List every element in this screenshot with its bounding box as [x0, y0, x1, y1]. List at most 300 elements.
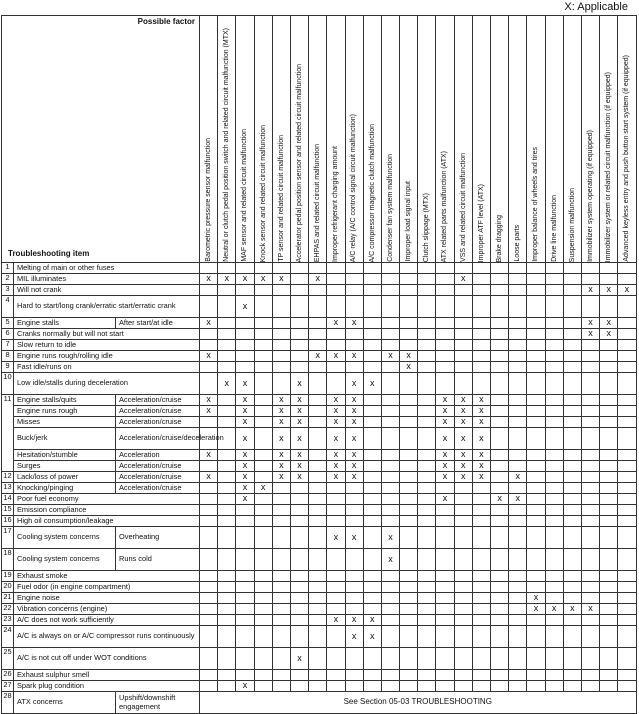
factor-cell: [363, 472, 381, 483]
factor-cell: [436, 373, 454, 395]
factor-cell: [200, 626, 218, 648]
factor-cell: [400, 329, 418, 340]
factor-cell: [454, 505, 472, 516]
factor-cell: [454, 494, 472, 505]
factor-cell: x: [254, 274, 272, 285]
troubleshooting-item: A/C is not cut off under WOT conditions: [14, 648, 200, 670]
factor-cell: [254, 670, 272, 681]
table-row: [2, 527, 637, 549]
factor-cell: x: [527, 604, 545, 615]
item-number: 1: [2, 263, 14, 274]
factor-cell: [600, 670, 618, 681]
factor-cell: [600, 351, 618, 362]
factor-cell: [272, 593, 290, 604]
factor-cell: x: [600, 329, 618, 340]
factor-header: [581, 16, 599, 263]
factor-cell: x: [454, 395, 472, 406]
factor-cell: [563, 648, 581, 670]
factor-cell: x: [236, 428, 254, 450]
factor-cell: [472, 296, 490, 318]
factor-cell: x: [272, 461, 290, 472]
troubleshooting-item: Lack/loss of power: [14, 472, 116, 483]
troubleshooting-item: Vibration concerns (engine): [14, 604, 200, 615]
factor-cell: [327, 681, 345, 692]
factor-cell: x: [236, 494, 254, 505]
factor-cell: [545, 472, 563, 483]
factor-cell: [545, 274, 563, 285]
troubleshooting-item: High oil consumption/leakage: [14, 516, 200, 527]
item-number: 4: [2, 296, 14, 318]
factor-cell: [254, 505, 272, 516]
factor-header: [272, 16, 290, 263]
factor-cell: [491, 549, 509, 571]
factor-cell: [345, 263, 363, 274]
factor-cell: [491, 505, 509, 516]
factor-cell: [418, 263, 436, 274]
factor-cell: [472, 681, 490, 692]
factor-cell: [218, 296, 236, 318]
factor-cell: [454, 296, 472, 318]
item-number: 14: [2, 494, 14, 505]
factor-cell: [527, 670, 545, 681]
factor-cell: [527, 362, 545, 373]
factor-cell: [236, 549, 254, 571]
factor-cell: [527, 483, 545, 494]
factor-cell: [581, 274, 599, 285]
factor-cell: [236, 571, 254, 582]
factor-cell: x: [327, 417, 345, 428]
factor-cell: [618, 648, 636, 670]
factor-cell: [363, 582, 381, 593]
troubleshooting-item: Engine noise: [14, 593, 200, 604]
factor-cell: [254, 351, 272, 362]
factor-cell: x: [200, 450, 218, 461]
factor-cell: [581, 417, 599, 428]
factor-cell: [345, 296, 363, 318]
factor-cell: [618, 406, 636, 417]
factor-cell: [436, 340, 454, 351]
factor-cell: [309, 626, 327, 648]
factor-cell: [309, 329, 327, 340]
table-row: [2, 417, 637, 428]
factor-cell: [327, 296, 345, 318]
factor-header: [600, 16, 618, 263]
factor-cell: [345, 582, 363, 593]
factor-label: ATX related parts malfunction (ATX): [441, 150, 449, 262]
troubleshooting-item: Fuel odor (in engine compartment): [14, 582, 200, 593]
factor-cell: [581, 483, 599, 494]
factor-cell: [327, 483, 345, 494]
troubleshooting-item: Cooling system concerns: [14, 549, 116, 571]
factor-cell: [418, 296, 436, 318]
factor-cell: [200, 681, 218, 692]
factor-cell: [363, 593, 381, 604]
factor-cell: [472, 516, 490, 527]
factor-cell: [618, 571, 636, 582]
factor-cell: x: [381, 549, 399, 571]
factor-cell: [491, 373, 509, 395]
factor-cell: [218, 472, 236, 483]
factor-cell: [418, 582, 436, 593]
item-number: 11: [2, 395, 14, 472]
factor-cell: [472, 505, 490, 516]
factor-cell: [200, 648, 218, 670]
factor-cell: x: [563, 604, 581, 615]
factor-header: [400, 16, 418, 263]
troubleshooting-item: Will not crank: [14, 285, 200, 296]
factor-cell: [200, 373, 218, 395]
factor-cell: [600, 340, 618, 351]
factor-cell: [618, 681, 636, 692]
factor-cell: [563, 428, 581, 450]
factor-cell: [218, 461, 236, 472]
factor-cell: [254, 263, 272, 274]
item-condition: Acceleration/cruise: [116, 395, 200, 406]
factor-cell: [200, 505, 218, 516]
factor-cell: [254, 395, 272, 406]
factor-label: Clutch slippage (MTX): [423, 192, 431, 262]
table-row: [2, 571, 637, 582]
factor-cell: [363, 395, 381, 406]
factor-cell: [218, 395, 236, 406]
troubleshooting-item: Fast idle/runs on: [14, 362, 200, 373]
item-number: 6: [2, 329, 14, 340]
factor-cell: [272, 516, 290, 527]
factor-cell: [545, 626, 563, 648]
factor-cell: [418, 274, 436, 285]
factor-cell: [545, 461, 563, 472]
factor-cell: [218, 362, 236, 373]
factor-cell: [454, 263, 472, 274]
factor-cell: [309, 417, 327, 428]
factor-cell: x: [581, 318, 599, 329]
factor-cell: [309, 428, 327, 450]
factor-cell: [472, 593, 490, 604]
factor-cell: [272, 340, 290, 351]
factor-cell: [454, 670, 472, 681]
factor-cell: [290, 593, 308, 604]
factor-cell: [527, 472, 545, 483]
factor-cell: [491, 340, 509, 351]
factor-cell: [418, 417, 436, 428]
header-corner: [2, 16, 200, 263]
troubleshooting-item: Engine stalls/quits: [14, 395, 116, 406]
factor-cell: [509, 604, 527, 615]
factor-cell: [309, 373, 327, 395]
factor-label: A/C compressor magnetic clutch malfunction: [368, 123, 376, 262]
factor-cell: [381, 329, 399, 340]
item-number: 13: [2, 483, 14, 494]
factor-cell: [509, 483, 527, 494]
factor-cell: [618, 263, 636, 274]
factor-cell: [381, 417, 399, 428]
factor-cell: [309, 472, 327, 483]
factor-cell: x: [472, 406, 490, 417]
factor-cell: [527, 527, 545, 549]
factor-cell: [218, 318, 236, 329]
factor-cell: [218, 406, 236, 417]
factor-cell: [436, 549, 454, 571]
factor-cell: x: [327, 461, 345, 472]
factor-cell: x: [309, 274, 327, 285]
factor-cell: [472, 340, 490, 351]
factor-cell: [545, 417, 563, 428]
factor-cell: [581, 351, 599, 362]
factor-header: [290, 16, 308, 263]
factor-cell: [418, 285, 436, 296]
factor-cell: [272, 615, 290, 626]
factor-cell: [418, 549, 436, 571]
troubleshooting-item: A/C does not work sufficiently: [14, 615, 200, 626]
factor-cell: [309, 670, 327, 681]
factor-cell: [563, 285, 581, 296]
factor-cell: [527, 274, 545, 285]
factor-label: Condenser fan system malfunction: [386, 154, 394, 262]
factor-cell: [309, 461, 327, 472]
factor-cell: x: [454, 417, 472, 428]
factor-cell: [381, 395, 399, 406]
factor-cell: [254, 571, 272, 582]
factor-cell: x: [436, 450, 454, 461]
factor-cell: [491, 417, 509, 428]
factor-cell: [400, 626, 418, 648]
item-number: 8: [2, 351, 14, 362]
factor-cell: [509, 318, 527, 329]
factor-cell: [563, 461, 581, 472]
factor-cell: [436, 318, 454, 329]
factor-cell: x: [254, 483, 272, 494]
factor-cell: [545, 318, 563, 329]
table-row: [2, 692, 637, 714]
factor-cell: [545, 527, 563, 549]
factor-cell: [509, 296, 527, 318]
factor-cell: [454, 593, 472, 604]
factor-cell: [472, 494, 490, 505]
factor-cell: [527, 461, 545, 472]
factor-cell: x: [454, 428, 472, 450]
factor-cell: [309, 571, 327, 582]
factor-cell: [527, 340, 545, 351]
factor-cell: [272, 626, 290, 648]
factor-cell: [436, 593, 454, 604]
factor-cell: [272, 362, 290, 373]
factor-cell: [581, 461, 599, 472]
factor-cell: [454, 318, 472, 329]
factor-cell: [290, 681, 308, 692]
factor-cell: [527, 351, 545, 362]
factor-cell: x: [381, 351, 399, 362]
factor-cell: [218, 571, 236, 582]
factor-cell: [563, 615, 581, 626]
factor-cell: [491, 483, 509, 494]
factor-cell: [618, 351, 636, 362]
factor-label: Drive line malfunction: [550, 195, 558, 262]
factor-cell: [436, 681, 454, 692]
item-number: 19: [2, 571, 14, 582]
factor-cell: [200, 483, 218, 494]
troubleshooting-item: Emission compliance: [14, 505, 200, 516]
factor-cell: [218, 450, 236, 461]
factor-cell: [363, 648, 381, 670]
factor-cell: [527, 296, 545, 318]
factor-cell: [309, 582, 327, 593]
factor-header: [618, 16, 636, 263]
factor-cell: [400, 593, 418, 604]
factor-cell: [272, 527, 290, 549]
factor-cell: [345, 549, 363, 571]
factor-cell: [563, 516, 581, 527]
factor-cell: [345, 329, 363, 340]
item-number: 23: [2, 615, 14, 626]
troubleshooting-item: Buck/jerk: [14, 428, 116, 450]
factor-cell: [236, 340, 254, 351]
factor-cell: [509, 648, 527, 670]
factor-cell: [527, 329, 545, 340]
factor-cell: [563, 670, 581, 681]
factor-cell: [200, 571, 218, 582]
factor-label: Barometric pressure sensor malfunction: [204, 138, 212, 262]
factor-cell: [400, 494, 418, 505]
factor-cell: [618, 318, 636, 329]
item-condition: Acceleration/cruise: [116, 472, 200, 483]
factor-cell: [327, 593, 345, 604]
factor-cell: [509, 417, 527, 428]
factor-cell: [236, 329, 254, 340]
factor-cell: [581, 428, 599, 450]
factor-cell: [436, 483, 454, 494]
factor-cell: [345, 604, 363, 615]
factor-cell: [309, 549, 327, 571]
item-condition: Upshift/downshift engagement: [116, 692, 200, 714]
factor-cell: [381, 593, 399, 604]
factor-cell: [618, 582, 636, 593]
factor-cell: [454, 549, 472, 571]
factor-cell: [509, 373, 527, 395]
factor-cell: [272, 681, 290, 692]
factor-cell: [418, 527, 436, 549]
factor-cell: [418, 318, 436, 329]
factor-cell: [363, 571, 381, 582]
factor-cell: [491, 406, 509, 417]
factor-cell: [290, 670, 308, 681]
troubleshooting-matrix: [1, 15, 637, 714]
factor-cell: [381, 681, 399, 692]
item-number: 9: [2, 362, 14, 373]
factor-cell: [400, 571, 418, 582]
factor-cell: [345, 285, 363, 296]
factor-cell: [236, 626, 254, 648]
factor-cell: [327, 626, 345, 648]
item-number: 21: [2, 593, 14, 604]
factor-cell: [545, 285, 563, 296]
factor-cell: [236, 582, 254, 593]
factor-cell: [509, 450, 527, 461]
factor-cell: [581, 395, 599, 406]
factor-cell: x: [327, 615, 345, 626]
troubleshooting-item: Hard to start/long crank/erratic start/erratic crank: [14, 296, 200, 318]
factor-cell: [236, 505, 254, 516]
factor-cell: [254, 549, 272, 571]
factor-cell: [345, 648, 363, 670]
factor-cell: [436, 329, 454, 340]
factor-cell: [218, 615, 236, 626]
factor-label: Improper ATF level (ATX): [477, 183, 485, 262]
factor-cell: [400, 428, 418, 450]
factor-cell: [418, 340, 436, 351]
factor-cell: x: [345, 428, 363, 450]
factor-cell: [545, 494, 563, 505]
factor-cell: [290, 494, 308, 505]
factor-cell: [418, 648, 436, 670]
factor-cell: [218, 582, 236, 593]
factor-cell: [381, 373, 399, 395]
factor-cell: [418, 626, 436, 648]
factor-cell: [563, 450, 581, 461]
factor-cell: [400, 505, 418, 516]
factor-cell: x: [327, 406, 345, 417]
factor-cell: x: [290, 406, 308, 417]
factor-cell: [254, 406, 272, 417]
factor-cell: [254, 461, 272, 472]
factor-cell: [218, 351, 236, 362]
factor-cell: [254, 527, 272, 549]
factor-cell: [472, 483, 490, 494]
factor-cell: [472, 604, 490, 615]
factor-cell: [563, 472, 581, 483]
factor-cell: [563, 318, 581, 329]
factor-cell: [418, 406, 436, 417]
troubleshooting-item: Spark plug condition: [14, 681, 200, 692]
factor-cell: [527, 494, 545, 505]
factor-cell: x: [327, 428, 345, 450]
factor-cell: [418, 604, 436, 615]
factor-cell: [454, 373, 472, 395]
factor-cell: x: [509, 472, 527, 483]
factor-cell: [454, 516, 472, 527]
factor-label: Immobilizer system operating (if equipped): [586, 130, 594, 262]
factor-cell: [454, 527, 472, 549]
factor-cell: [581, 670, 599, 681]
factor-cell: [309, 285, 327, 296]
factor-cell: [509, 670, 527, 681]
factor-cell: x: [472, 472, 490, 483]
factor-cell: [272, 494, 290, 505]
factor-cell: [290, 340, 308, 351]
factor-cell: [381, 582, 399, 593]
factor-cell: [581, 362, 599, 373]
factor-cell: [381, 615, 399, 626]
factor-cell: [418, 351, 436, 362]
factor-cell: [309, 450, 327, 461]
factor-cell: [509, 615, 527, 626]
factor-cell: [381, 263, 399, 274]
factor-cell: x: [436, 472, 454, 483]
factor-cell: [600, 263, 618, 274]
factor-cell: [254, 472, 272, 483]
factor-cell: [527, 549, 545, 571]
factor-cell: x: [600, 318, 618, 329]
factor-cell: [400, 395, 418, 406]
factor-cell: [527, 285, 545, 296]
item-number: 2: [2, 274, 14, 285]
factor-cell: [236, 670, 254, 681]
factor-cell: [454, 648, 472, 670]
factor-cell: [363, 351, 381, 362]
factor-cell: [509, 681, 527, 692]
item-number: 18: [2, 549, 14, 571]
factor-cell: [327, 505, 345, 516]
factor-cell: [381, 406, 399, 417]
